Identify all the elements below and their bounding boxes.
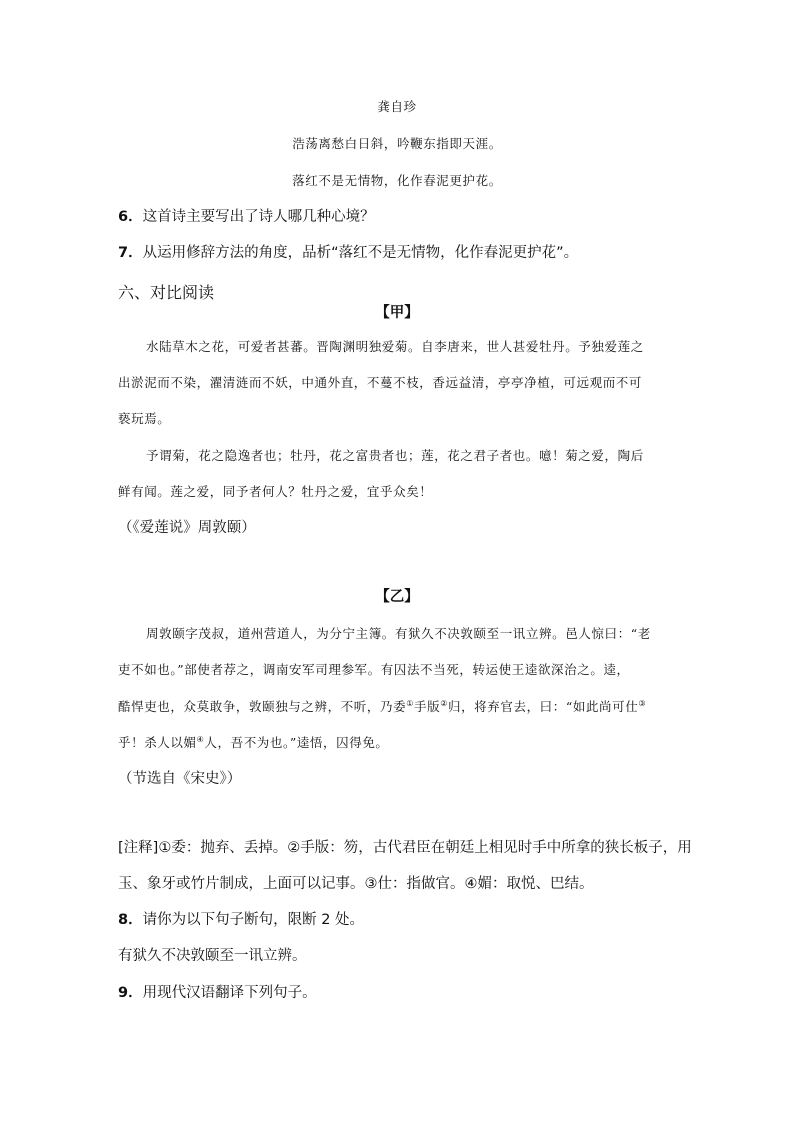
question-text: 从运用修辞方法的角度，品析“落红不是无情物，化作春泥更护花”。 [142,245,579,261]
question-number: 9． [118,985,143,1001]
poem-author: 龚自珍 [377,99,417,114]
footnote-mark: ④ [196,734,205,744]
yi-text: 酷悍吏也，众莫敢争，敦颐独与之辨，不听，乃委 [118,699,407,714]
yi-text: 乎！杀人以媚 [118,735,197,750]
yi-line: 周敦颐字茂叔，道州营道人，为分宁主簿。有狱久不决敦颐至一讯立辨。邑人惊曰：“老 [146,626,651,641]
question-7 [118,241,578,262]
question-text: 这首诗主要写出了诗人哪几种心境？ [142,209,375,225]
yi-text: 手版 [413,699,441,714]
jia-line: 鲜有闻。莲之爱，同予者何人？牡丹之爱，宜乎众矣！ [118,484,433,499]
question-9 [118,981,317,1002]
footnote-mark: ② [440,698,448,708]
jia-line: 出淤泥而不染，濯清涟而不妖，中通外直，不蔓不枝，香远益清，亭亭净植，可远观而不可 [118,375,643,390]
yi-text: 归，将弃官去，曰：“如此尚可仕 [447,699,639,714]
question-number: 6． [118,209,143,225]
question-8-sentence: 有狱久不决敦颐至一讯立辨。 [118,948,307,964]
jia-source: （《爱莲说》周敦颐） [118,520,256,536]
poem-line-2: 落红不是无情物，化作春泥更护花。 [292,173,502,188]
yi-line [118,697,646,715]
jia-line: 水陆草木之花，可爱者甚蕃。晋陶渊明独爱菊。自李唐来，世人甚爱牡丹。予独爱莲之 [146,339,644,354]
question-number: 8． [118,912,143,928]
question-text: 用现代汉语翻译下列句子。 [142,985,317,1001]
footnote-mark: ③ [638,698,647,708]
jia-heading: 【甲】 [375,305,419,321]
yi-heading: 【乙】 [375,589,419,605]
question-6 [118,205,375,226]
notes-line: [注释]①委：抛弃、丢掉。②手版：笏，古代君臣在朝廷上相见时手中所拿的狭长板子，用 [118,840,692,856]
yi-text: 人，吾不为也。”逵悟，囚得免。 [204,735,389,750]
section-title: 六、对比阅读 [118,283,215,302]
footnote-mark: ① [406,698,414,708]
jia-line: 予谓菊，花之隐逸者也；牡丹，花之富贵者也；莲，花之君子者也。噫！菊之爱，陶后 [146,448,644,463]
question-text: 请你为以下句子断句，限断 2 处。 [142,912,365,928]
question-8 [118,908,364,929]
poem-line-1: 浩荡离愁白日斜，吟鞭东指即天涯。 [292,136,502,151]
question-number: 7． [118,245,143,261]
yi-line: 吏不如也。”部使者荐之，调南安军司理参军。有囚法不当死，转运使王逵欲深治之。逵， [118,662,630,677]
yi-source: （节选自《宋史》） [118,771,242,787]
jia-line: 亵玩焉。 [118,411,171,426]
yi-line [118,733,389,751]
notes-line: 玉、象牙或竹片制成，上面可以记事。③仕：指做官。④媚：取悦、巴结。 [118,876,594,892]
